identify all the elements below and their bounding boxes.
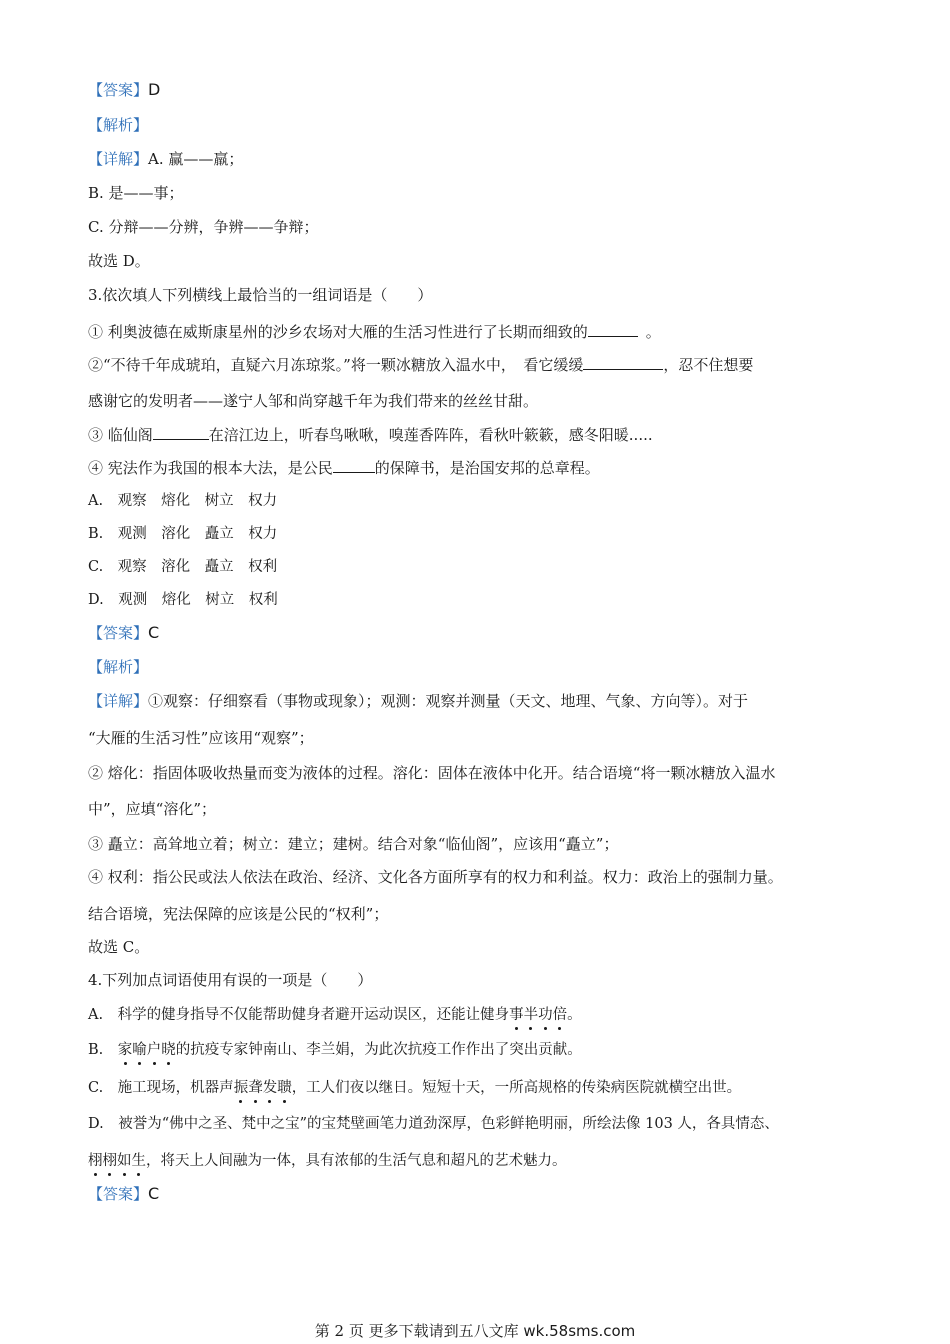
q3-sentence-1 [88, 321, 661, 342]
sentence-text: ②“不待千年成琥珀，直疑六月冻琼浆。”将一颗冰糖放入温水中， 看它缓缓 [88, 356, 584, 374]
dotted-char: 半 [523, 1007, 539, 1023]
detail-line: B. 是——事； [88, 184, 184, 202]
dotted-char: 喻 [132, 1042, 147, 1058]
fill-blank [583, 354, 663, 370]
dotted-char: 栩 [102, 1153, 117, 1169]
dotted-char: 户 [146, 1042, 162, 1058]
q3-sentence-3 [88, 424, 653, 445]
option-text: ，将天上人间融为一体，具有浓郁的生活气息和超凡的艺术魅力。 [146, 1153, 567, 1169]
option-b: B. 观测 溶化 矗立 权力 [88, 526, 278, 542]
detail-line: ② 熔化：指固体吸收热量而变为液体的过程。溶化：固体在液体中化开。结合语境“将一颗冰糖放入温水 [88, 764, 776, 782]
analysis-tag: 【解析】 [88, 116, 149, 134]
sentence-text: ，忍不住想要 [663, 356, 754, 374]
dotted-char: 功 [538, 1007, 553, 1023]
dotted-char: 倍 [552, 1007, 568, 1023]
detail-line: “大雁的生活习性”应该用“观察”； [88, 729, 314, 747]
detail-line: ③ 矗立：高耸地立着；树立：建立；建树。结合对象“临仙阁”，应该用“矗立”； [88, 835, 619, 853]
detail-line: 故选 C。 [88, 938, 150, 956]
option-text: ，工人们夜以继日。短短十天，一所高规格的传染病医院就横空出世。 [291, 1080, 742, 1096]
sentence-text: 在涪江边上，听春鸟啾啾，嗅莲香阵阵，看秋叶簌簌，感冬阳暖..... [208, 426, 653, 444]
answer-tag: 【答案】 [88, 624, 149, 642]
sentence-text: 的保障书，是治国安邦的总章程。 [374, 459, 600, 477]
dotted-char: 晓 [161, 1042, 176, 1058]
site-link[interactable]: wk.58sms.com [523, 1322, 636, 1340]
option-d: D. 观测 熔化 树立 权利 [88, 592, 278, 608]
option-a: A. 观察 熔化 树立 权力 [88, 493, 278, 509]
q3-sentence-2 [88, 354, 753, 375]
dotted-char: 聋 [248, 1080, 263, 1096]
q3-sentence-4 [88, 457, 600, 478]
fill-blank [153, 424, 209, 440]
dotted-char: 如 [117, 1153, 132, 1169]
detail-line: C. 分辩——分辨，争辨——争辩； [88, 218, 319, 236]
q4-answer [88, 1184, 159, 1204]
detail-line: 中”，应填“溶化”； [88, 800, 217, 818]
option-b [88, 1040, 582, 1060]
fill-blank [333, 457, 375, 473]
fill-blank [588, 321, 638, 337]
answer-value: D [148, 80, 161, 99]
option-text: B. [88, 1042, 118, 1058]
q3-sentence-2-cont: 感谢它的发明者——遂宁人邹和尚穿越千年为我们带来的丝丝甘甜。 [88, 392, 539, 410]
sentence-text: ③ 临仙阁 [88, 426, 153, 444]
dotted-char: 生 [131, 1153, 146, 1169]
page-footer [0, 1321, 950, 1341]
detail-line: A. 赢——羸； [148, 150, 244, 168]
option-text: 的抗疫专家钟南山、李兰娟，为此次抗疫工作作出了突出贡献。 [175, 1042, 582, 1058]
dotted-char: 发 [262, 1080, 278, 1096]
option-a [88, 1005, 582, 1025]
option-text: 。 [567, 1007, 582, 1023]
option-d: D. 被誉为“佛中之圣、梵中之宝”的宝梵壁画笔力道劲深厚，色彩鲜艳明丽，所绘法像 103 人，各具情态、 [88, 1116, 779, 1132]
sentence-text: ④ 宪法作为我国的根本大法，是公民 [88, 459, 333, 477]
option-c [88, 1078, 741, 1098]
detail-line: ④ 权利：指公民或法人依法在政治、经济、文化各方面所享有的权力和利益。权力：政治上的强制力量。 [88, 868, 783, 886]
page-number: 第 2 页 [314, 1322, 364, 1340]
option-text: A. 科学的健身指导不仅能帮助健身者避开运动误区，还能让健身 [88, 1007, 510, 1023]
answer-tag: 【答案】 [88, 1185, 149, 1203]
dotted-char: 事 [509, 1007, 524, 1023]
q3-detail [88, 691, 748, 711]
analysis-tag: 【解析】 [88, 658, 149, 676]
sentence-text: 。 [645, 323, 661, 341]
option-c: C. 观察 溶化 矗立 权利 [88, 559, 278, 575]
detail-tag: 【详解】 [88, 150, 149, 168]
detail-line: 结合语境，宪法保障的应该是公民的“权利”； [88, 905, 389, 923]
dotted-char: 振 [233, 1080, 249, 1096]
promo-text: 更多下载请到五八文库 [368, 1322, 519, 1340]
option-text: C. 施工现场，机器声 [88, 1080, 234, 1096]
detail-line: 故选 D。 [88, 252, 150, 270]
answer-tag: 【答案】 [88, 81, 149, 99]
option-d-cont [88, 1151, 567, 1171]
sentence-text: ① 利奥波德在威斯康星州的沙乡农场对大雁的生活习性进行了长期而细致的 [88, 323, 588, 341]
q2-detail [88, 149, 243, 169]
answer-value: C [148, 1184, 160, 1203]
question-4-stem: 4.下列加点词语使用有误的一项是（ ） [88, 971, 373, 989]
q3-answer [88, 623, 159, 643]
question-3-stem: 3.依次填人下列横线上最恰当的一组词语是（ ） [88, 286, 433, 304]
answer-value: C [148, 623, 160, 642]
dotted-char: 栩 [88, 1153, 103, 1169]
q2-answer [88, 80, 160, 100]
dotted-char: 家 [117, 1042, 133, 1058]
detail-line: ①观察：仔细察看（事物或现象）；观测：观察并测量（天文、地理、气象、方向等）。对于 [148, 692, 749, 710]
detail-tag: 【详解】 [88, 692, 149, 710]
dotted-char: 聩 [277, 1080, 292, 1096]
